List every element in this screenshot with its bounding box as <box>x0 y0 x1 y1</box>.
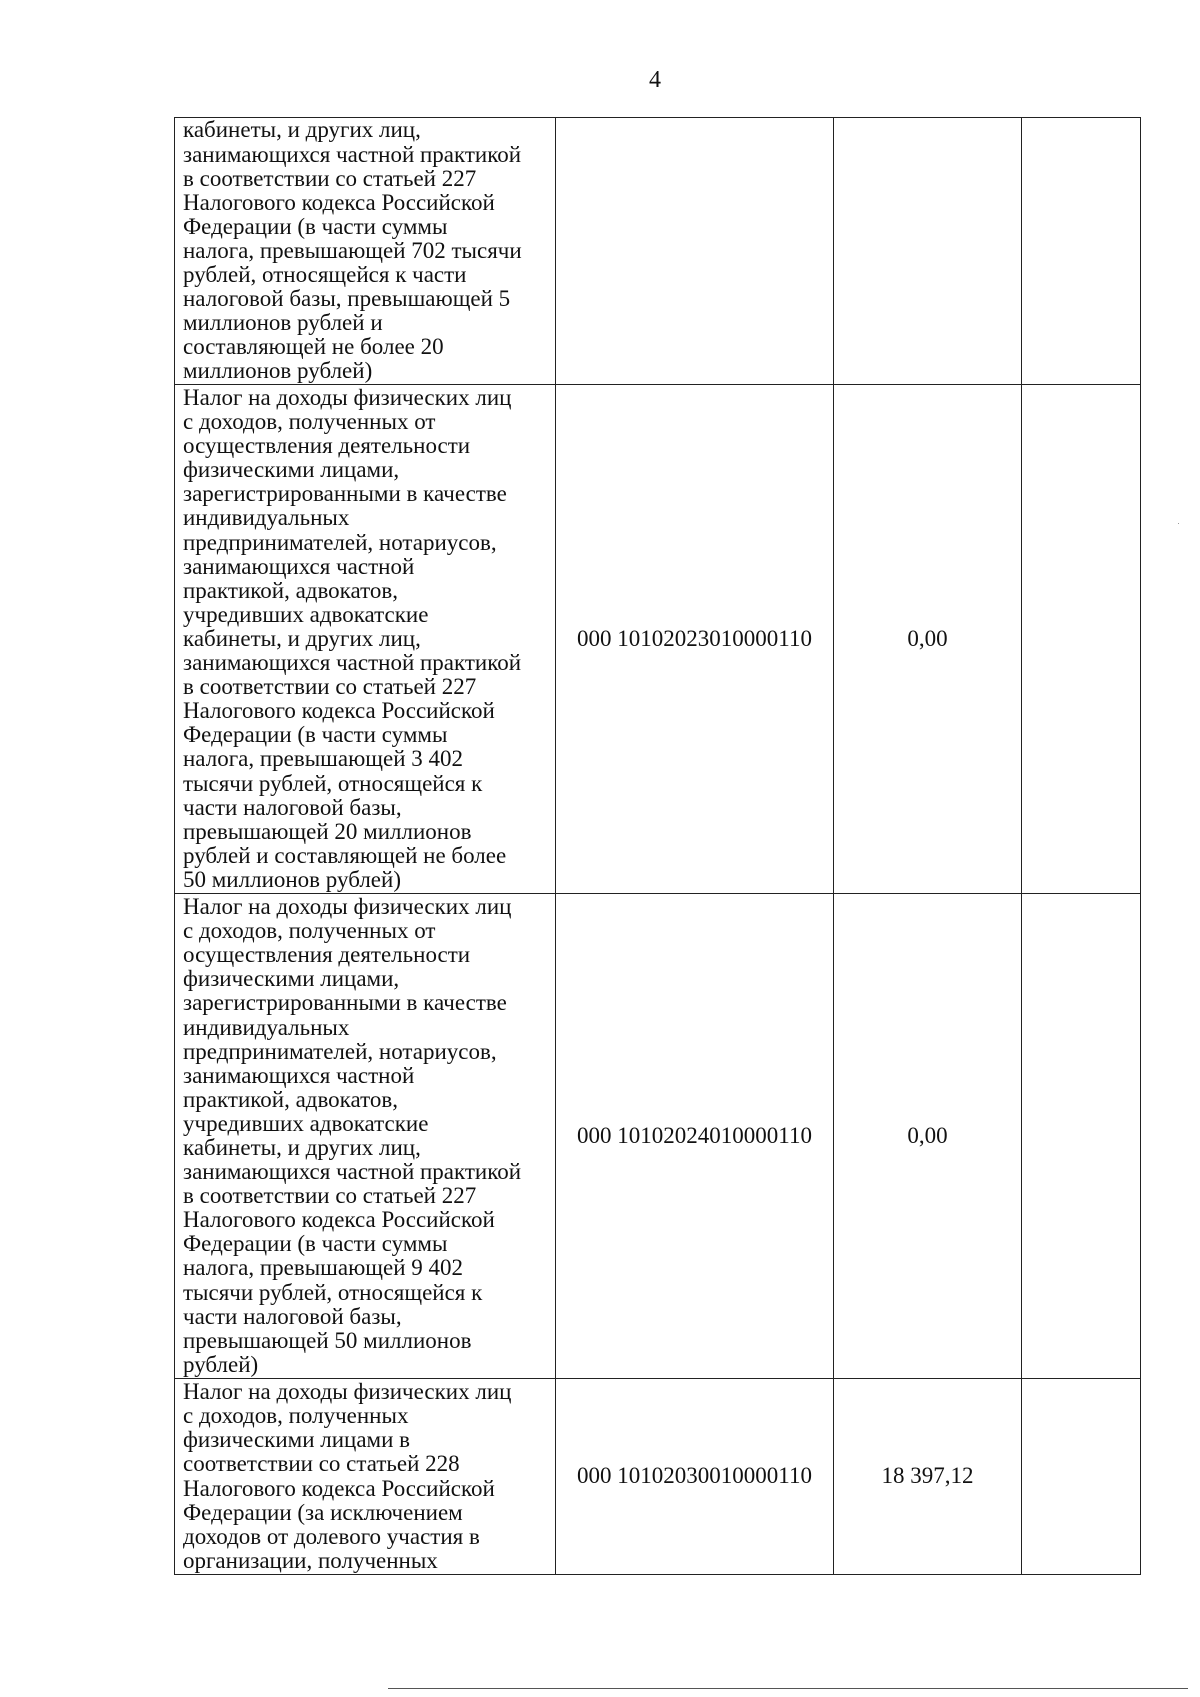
row-code: 000 10102024010000110 <box>556 894 834 1379</box>
row-extra <box>1022 1379 1141 1575</box>
row-code: 000 10102030010000110 <box>556 1379 834 1575</box>
table-row <box>175 118 1141 385</box>
scan-speck <box>1178 523 1179 524</box>
bottom-rule <box>388 1688 1188 1689</box>
row-amount <box>834 118 1022 385</box>
page-number: 4 <box>649 67 661 93</box>
row-description: Налог на доходы физических лиц с доходов, полученных физическими лицами в соответствии со статьей 228 Налогового кодекса Российской Федерации (за исключением доходов от долевого участия в организации, полученных <box>175 1379 556 1575</box>
table-row <box>175 385 1141 894</box>
table-row <box>175 894 1141 1379</box>
budget-table <box>174 117 1141 1575</box>
row-code: 000 10102023010000110 <box>556 385 834 894</box>
row-code <box>556 118 834 385</box>
row-amount: 18 397,12 <box>834 1379 1022 1575</box>
row-extra <box>1022 118 1141 385</box>
row-description: Налог на доходы физических лиц с доходов, полученных от осуществления деятельности физическими лицами, зарегистрированными в качестве индивидуальных предпринимателей, нотариусов, занимающихся частной практикой, адвокатов, учредивших адвокатские кабинеты, и других лиц, занимающихся частной практикой в соответствии со статьей 227 Налогового кодекса Российской Федерации (в части суммы налога, превышающей 9 402 тысячи рублей, относящейся к части налоговой базы, превышающей 50 миллионов рублей) <box>175 894 556 1379</box>
row-description: кабинеты, и других лиц, занимающихся частной практикой в соответствии со статьей 227 Налогового кодекса Российской Федерации (в части суммы налога, превышающей 702 тысячи рублей, относящейся к части налоговой базы, превышающей 5 миллионов рублей и составляющей не более 20 миллионов рублей) <box>175 118 556 385</box>
row-amount: 0,00 <box>834 385 1022 894</box>
row-description: Налог на доходы физических лиц с доходов, полученных от осуществления деятельности физическими лицами, зарегистрированными в качестве индивидуальных предпринимателей, нотариусов, занимающихся частной практикой, адвокатов, учредивших адвокатские кабинеты, и других лиц, занимающихся частной практикой в соответствии со статьей 227 Налогового кодекса Российской Федерации (в части суммы налога, превышающей 3 402 тысячи рублей, относящейся к части налоговой базы, превышающей 20 миллионов рублей и составляющей не более 50 миллионов рублей) <box>175 385 556 894</box>
row-amount: 0,00 <box>834 894 1022 1379</box>
table-row <box>175 1379 1141 1575</box>
row-extra <box>1022 894 1141 1379</box>
row-extra <box>1022 385 1141 894</box>
